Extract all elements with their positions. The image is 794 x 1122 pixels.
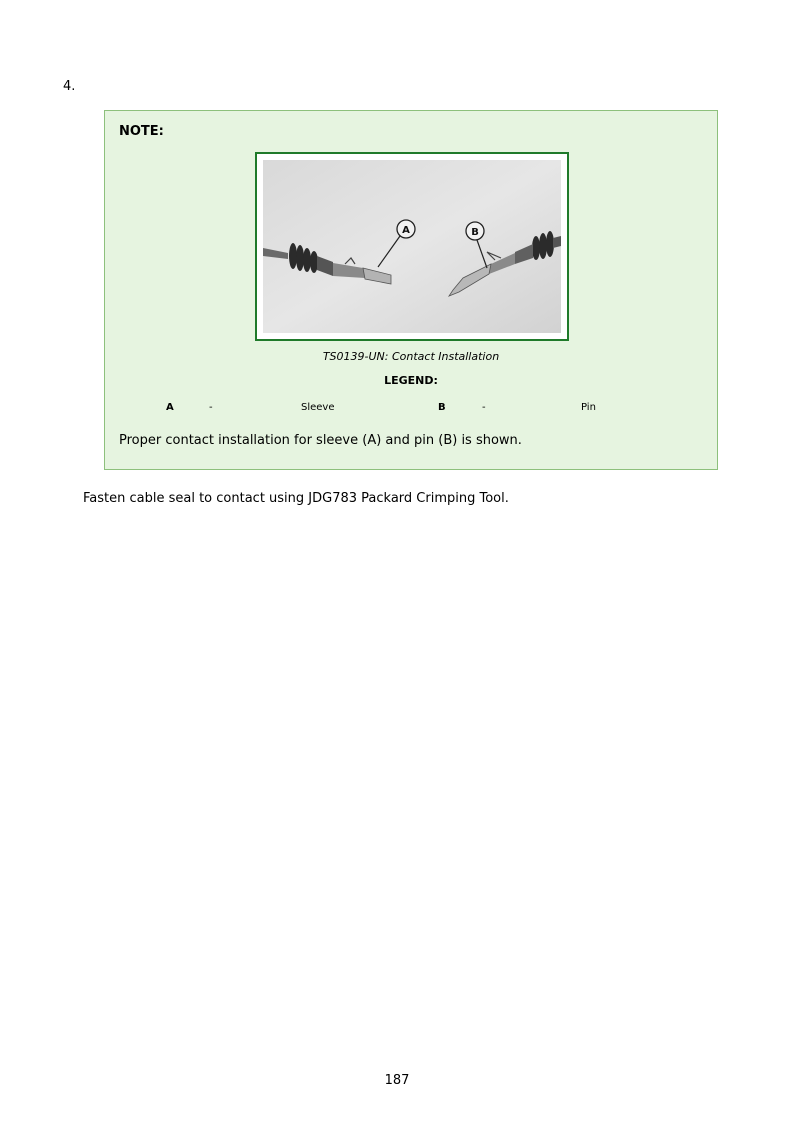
page-number: 187: [384, 1073, 410, 1088]
contact-installation-photo: [263, 160, 561, 333]
legend-dash-b: -: [482, 402, 486, 413]
legend-value-b: Pin: [581, 402, 596, 413]
legend-key-b: B: [438, 402, 446, 413]
legend-value-a: Sleeve: [301, 402, 335, 413]
step-number: 4.: [63, 79, 76, 94]
legend-dash-a: -: [209, 402, 213, 413]
note-text: Proper contact installation for sleeve (A) and pin (B) is shown.: [119, 433, 522, 448]
callout-b-label: B: [471, 227, 479, 238]
note-label: NOTE:: [119, 124, 164, 139]
figure-caption: TS0139-UN: Contact Installation: [322, 350, 500, 363]
callout-a-label: A: [402, 225, 410, 236]
legend-key-a: A: [166, 402, 174, 413]
instruction-text: Fasten cable seal to contact using JDG783 Packard Crimping Tool.: [83, 491, 509, 506]
legend-title: LEGEND:: [384, 374, 438, 387]
note-box: [104, 110, 718, 470]
figure-frame: [255, 152, 569, 341]
